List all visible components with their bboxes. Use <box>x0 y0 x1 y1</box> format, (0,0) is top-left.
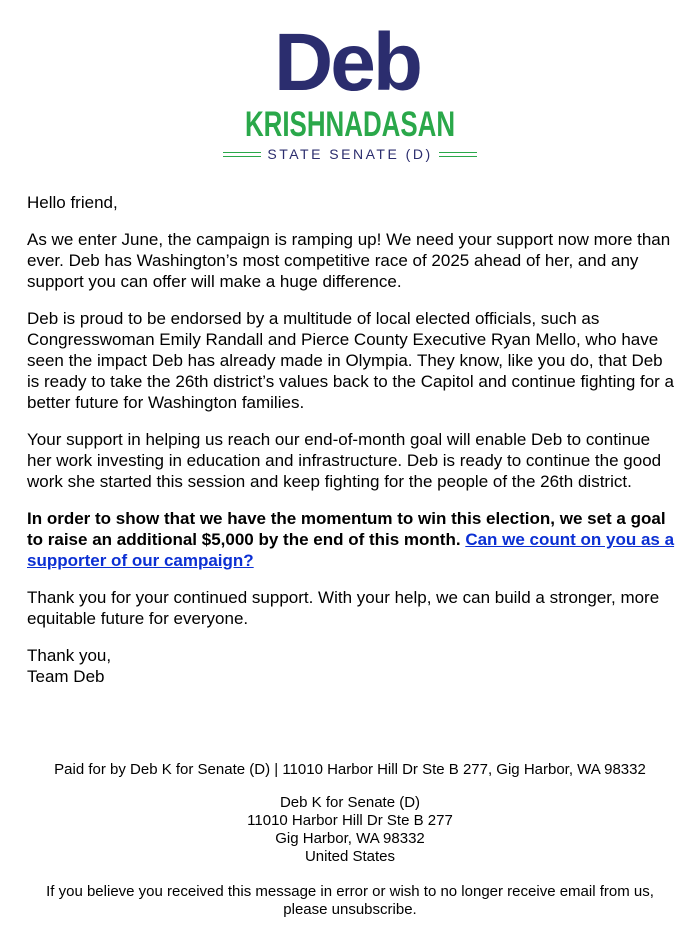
logo-office-row <box>0 146 700 162</box>
goal-text: In order to show that we have the momentum to win this election, we set a goal to raise an additional $5,000 by the end of this month. <box>27 509 666 549</box>
paragraph-endorsements: Deb is proud to be endorsed by a multitude of local elected officials, such as Congresswoman Emily Randall and Pierce County Executive Ryan Mello, who have seen the impact Deb has already made in Olympia. They know, like you do, that Deb is ready to take the 26th district’s values back to the Capitol and continue fighting for a better future for Washington families. <box>27 309 675 412</box>
paid-for-disclaimer: Paid for by Deb K for Senate (D) | 11010 Harbor Hill Dr Ste B 277, Gig Harbor, WA 98332 <box>54 761 646 778</box>
logo-left-lines <box>223 152 261 157</box>
campaign-logo <box>0 17 700 162</box>
unsubscribe-link[interactable]: please unsubscribe. <box>283 901 417 918</box>
paragraph-thanks: Thank you for your continued support. With your help, we can build a stronger, more equitable future for everyone. <box>27 588 660 628</box>
unsubscribe-text: If you believe you received this message in error or wish to no longer receive email from us, <box>46 883 654 900</box>
mailing-address <box>0 794 700 866</box>
signature: Team Deb <box>27 667 105 686</box>
logo-right-lines <box>439 152 477 157</box>
paragraph-support: Your support in helping us reach our end-of-month goal will enable Deb to continue her work investing in education and infrastructure. Deb is ready to continue the good work she started this session and keep fighting for the people of the 26th district. <box>27 430 662 491</box>
logo-first-name: Deb <box>274 17 420 108</box>
street-address: 11010 Harbor Hill Dr Ste B 277 <box>247 812 453 829</box>
org-name: Deb K for Senate (D) <box>279 794 421 811</box>
city-state-zip: Gig Harbor, WA 98332 <box>275 830 425 847</box>
country: United States <box>304 848 396 865</box>
greeting: Hello friend, <box>27 193 118 212</box>
logo-office: STATE SENATE (D) <box>267 146 433 162</box>
signoff: Thank you, <box>27 646 112 665</box>
paragraph-goal <box>27 508 677 571</box>
supporter-link[interactable]: Can we count on you as a supporter of our campaign? <box>27 530 675 570</box>
paragraph-intro: As we enter June, the campaign is ramping up! We need your support now more than ever. Deb has Washington’s most competitive race of 2025 ahead of her, and any support you can offer will make a huge difference. <box>27 230 671 291</box>
unsubscribe-notice <box>0 883 700 919</box>
email-body <box>27 192 677 703</box>
signoff-block <box>27 645 677 687</box>
logo-last-name: KRISHNADASAN <box>244 105 456 144</box>
